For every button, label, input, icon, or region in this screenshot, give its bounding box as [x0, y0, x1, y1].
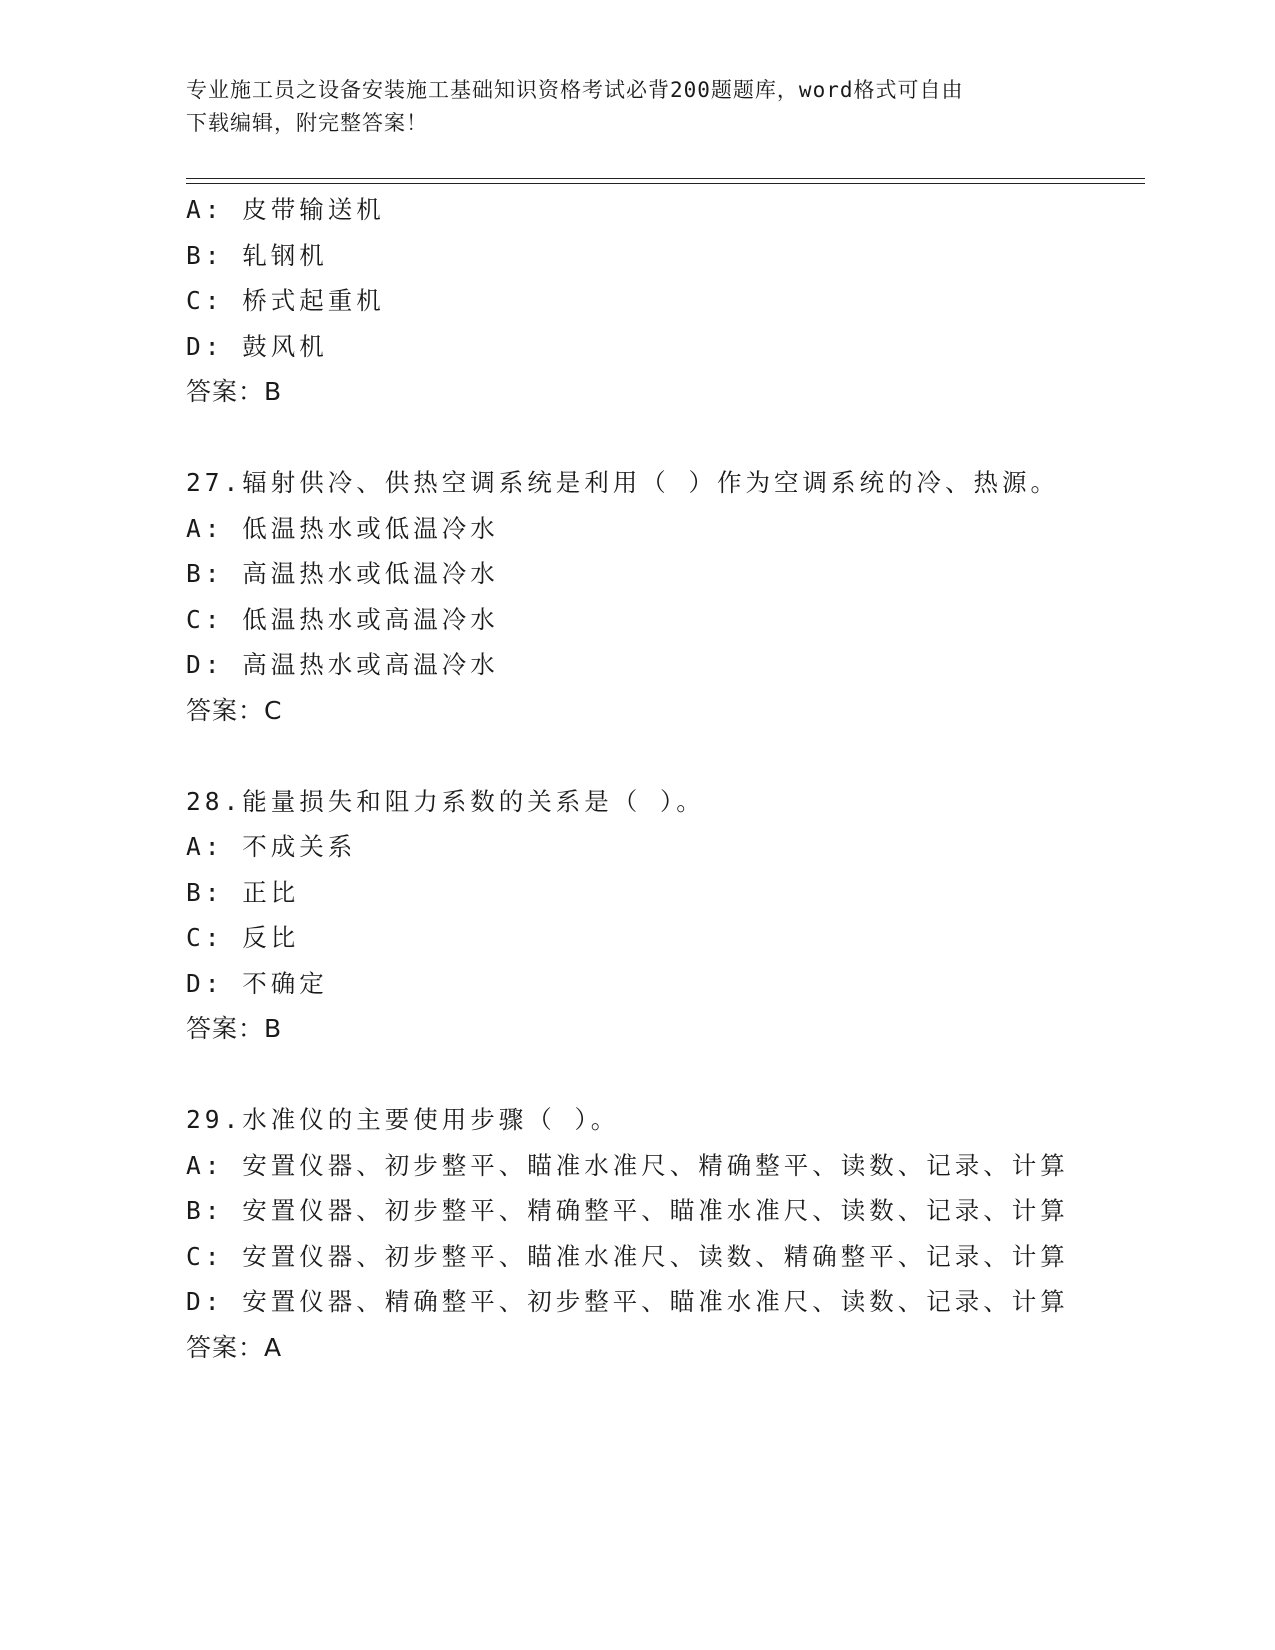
option-c: C: 桥式起重机 [186, 286, 385, 315]
option-a: A: 低温热水或低温冷水 [186, 513, 499, 543]
answer-line: 答案：B [186, 377, 283, 406]
option-d: D: 安置仪器、精确整平、初步整平、瞄准水准尺、读数、记录、计算 [186, 1287, 1069, 1316]
question-stem: 28.能量损失和阻力系数的关系是（ ）。 [186, 786, 705, 816]
header-divider-bottom [186, 183, 1145, 184]
option-d: D: 高温热水或高温冷水 [186, 650, 499, 679]
answer-line: 答案：A [186, 1332, 283, 1362]
answer-line: 答案：C [186, 695, 283, 725]
spacer [186, 1052, 1186, 1098]
question-27 [186, 460, 1186, 733]
question-stem: 29.水准仪的主要使用步骤（ ）。 [186, 1105, 620, 1134]
option-c: C: 安置仪器、初步整平、瞄准水准尺、读数、精确整平、记录、计算 [186, 1241, 1069, 1271]
document-header [186, 74, 1086, 140]
answer-line: 答案：B [186, 1014, 283, 1043]
question-stem: 27.辐射供冷、供热空调系统是利用（ ）作为空调系统的冷、热源。 [186, 468, 1059, 497]
spacer [186, 415, 1186, 461]
option-c: C: 反比 [186, 923, 300, 952]
option-b: B: 高温热水或低温冷水 [186, 559, 499, 588]
option-a: A: 不成关系 [186, 832, 357, 861]
option-c: C: 低温热水或高温冷水 [186, 604, 499, 634]
question-26-continued [186, 187, 1186, 415]
question-list [186, 187, 1186, 1370]
spacer [186, 733, 1186, 779]
question-29 [186, 1097, 1186, 1370]
header-divider-top [186, 178, 1145, 179]
header-line-2: 下载编辑，附完整答案！ [186, 111, 428, 135]
option-b: B: 安置仪器、初步整平、精确整平、瞄准水准尺、读数、记录、计算 [186, 1196, 1069, 1225]
header-line-1: 专业施工员之设备安装施工基础知识资格考试必背200题题库，word格式可自由 [186, 78, 964, 102]
option-a: A: 安置仪器、初步整平、瞄准水准尺、精确整平、读数、记录、计算 [186, 1150, 1069, 1180]
option-d: D: 不确定 [186, 968, 328, 998]
question-28 [186, 779, 1186, 1052]
option-d: D: 鼓风机 [186, 331, 328, 361]
option-b: B: 轧钢机 [186, 240, 328, 270]
option-a: A: 皮带输送机 [186, 195, 385, 224]
option-b: B: 正比 [186, 877, 300, 907]
